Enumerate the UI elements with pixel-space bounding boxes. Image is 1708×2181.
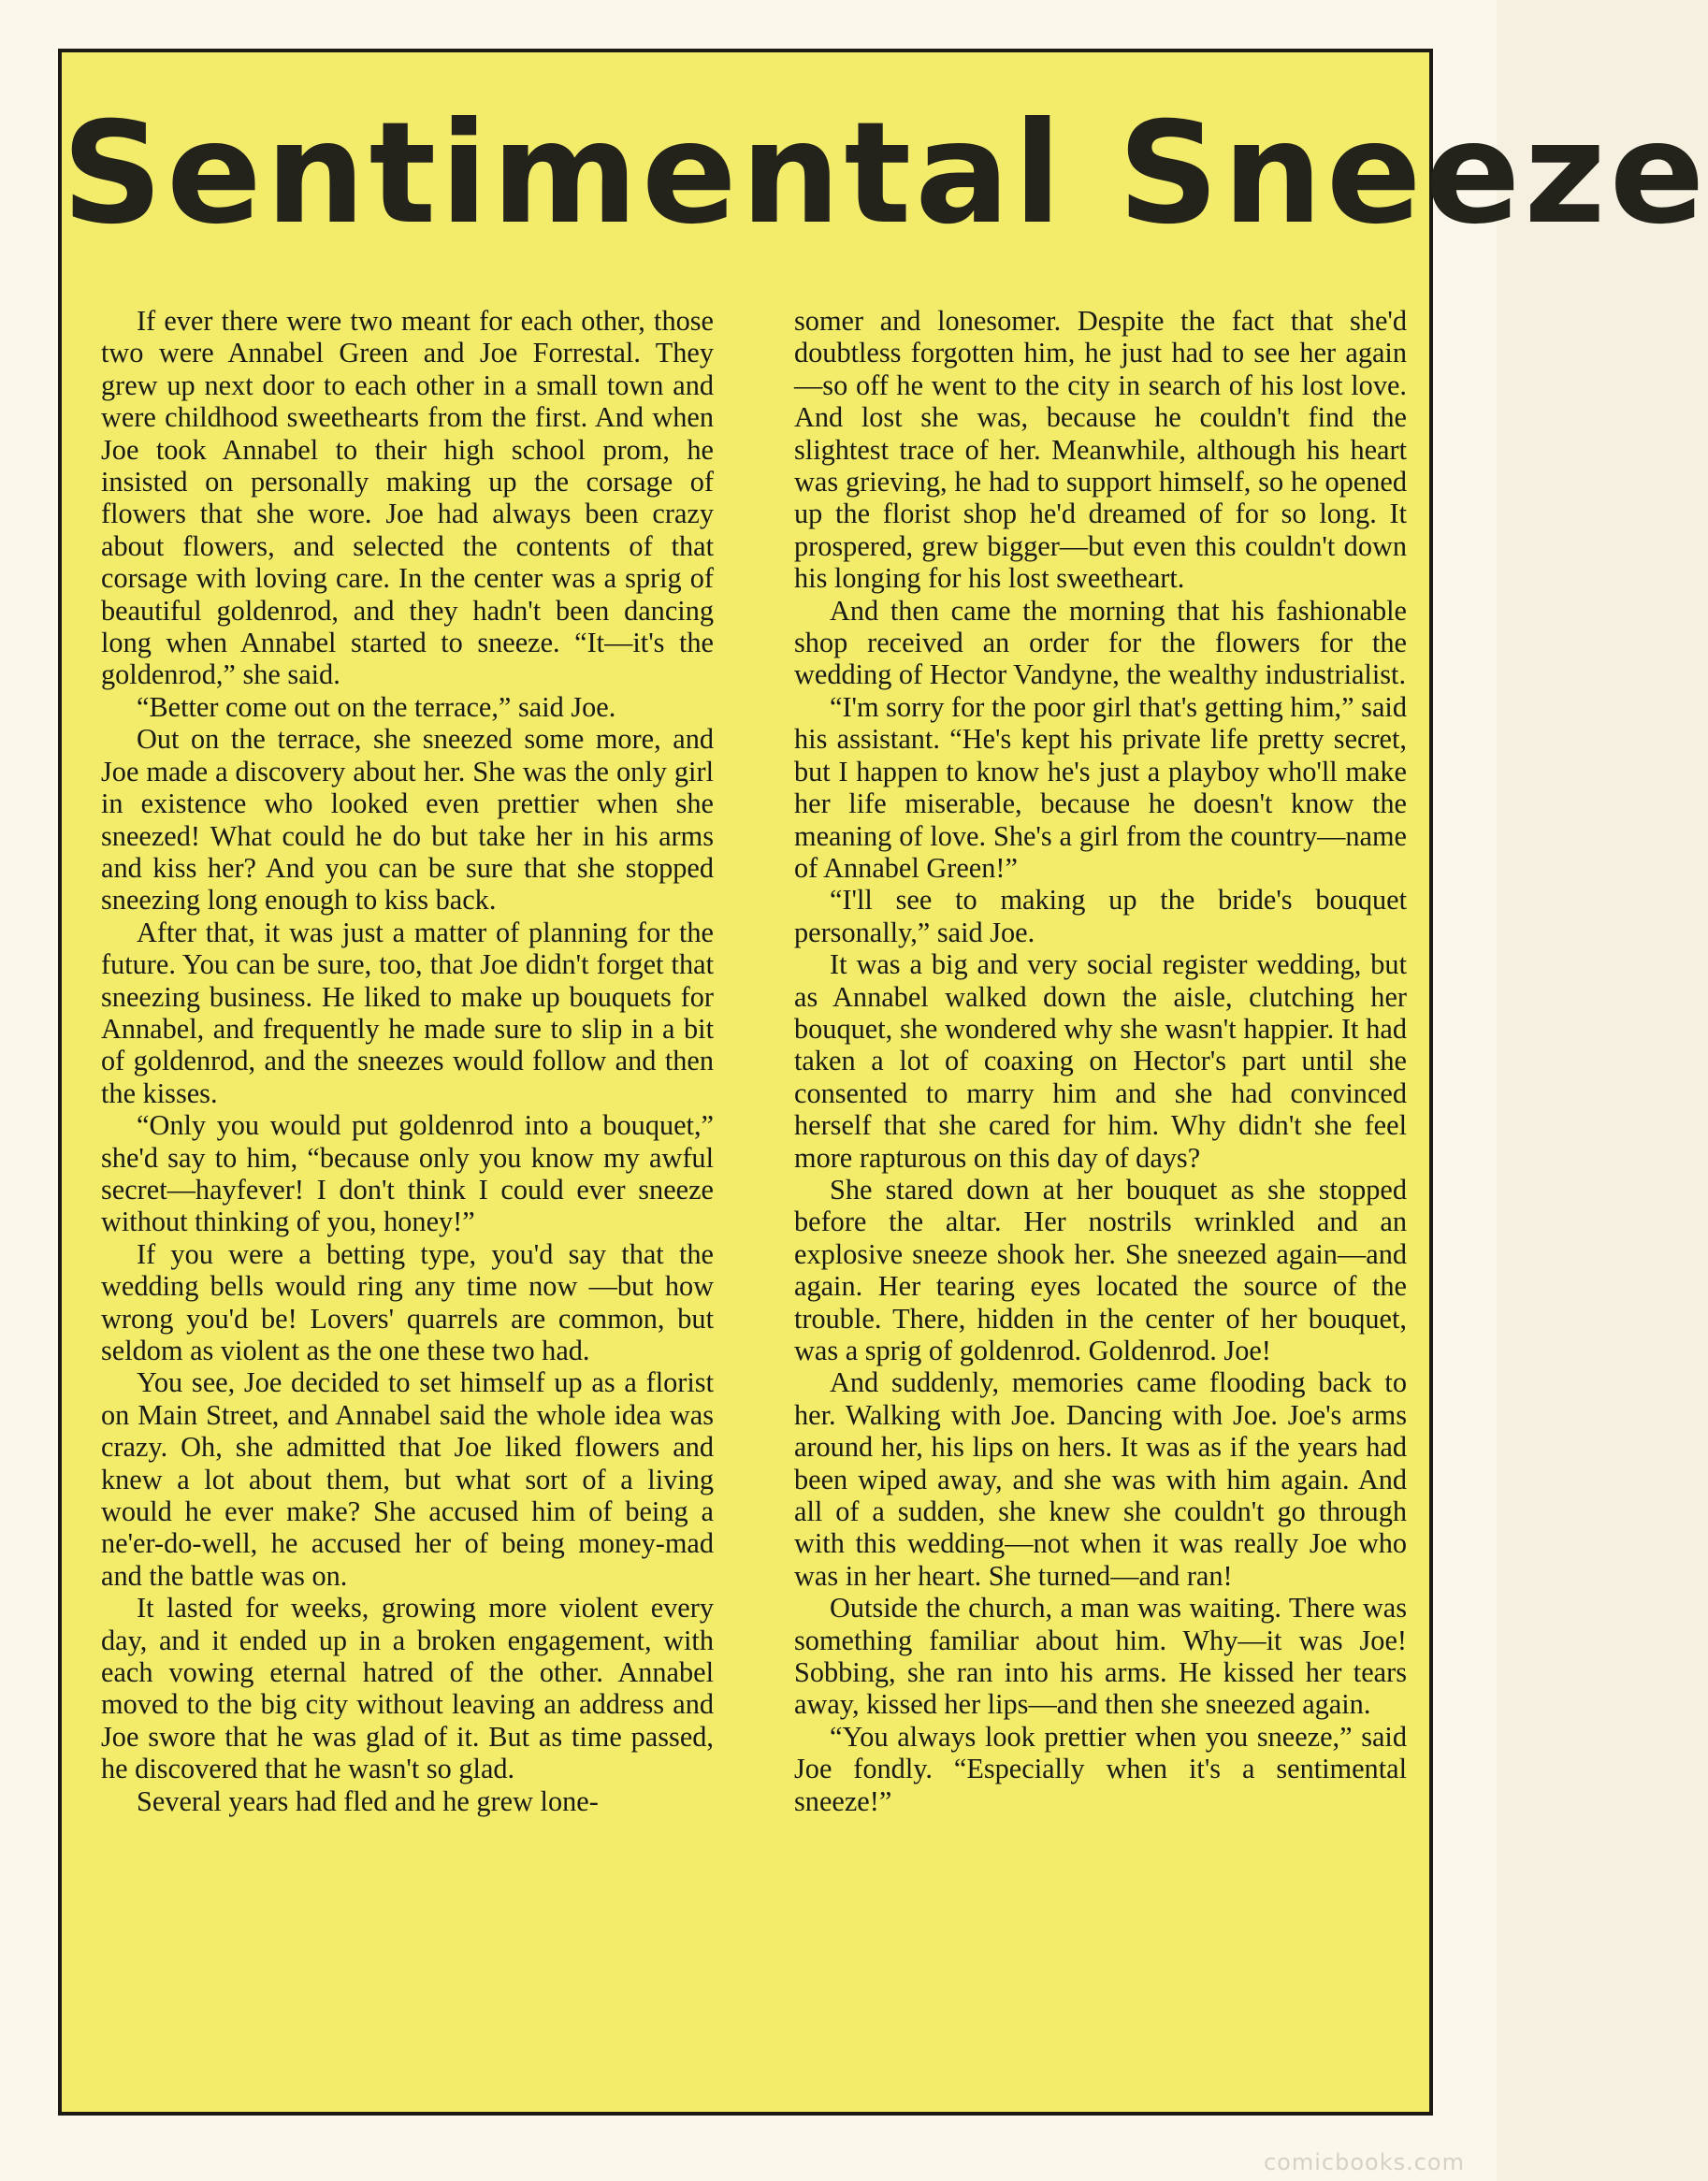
paragraph: “I'm sorry for the poor girl that's getting him,” said his assistant. “He's kept his private life pretty secret, but I happen to know he's just a playboy who'll make her life miserable, because he doesn't know the meaning of love. She's a girl from the country—name of Annabel Green!” [794,690,1407,884]
paragraph: You see, Joe decided to set himself up as a florist on Main Street, and Annabel said the whole idea was crazy. Oh, she admitted that Joe liked flowers and knew a lot about them, but what sort of a living would he ever make? She accused him of being a ne'er-do-well, he accused her of being money-mad and the battle was on. [101,1366,714,1592]
paragraph: It lasted for weeks, growing more violent every day, and it ended up in a broken engagement, with each vowing eternal hatred of the other. Annabel moved to the big city without leaving an address and Joe swore that he was glad of it. But as time passed, he discovered that he wasn't so glad. [101,1592,714,1785]
paragraph: After that, it was just a matter of planning for the future. You can be sure, too, that Joe didn't forget that sneezing business. He liked to make up bouquets for Annabel, and frequently he made sure to slip in a bit of goldenrod, and the sneezes would follow and then the kisses. [101,916,714,1109]
paragraph: Outside the church, a man was waiting. There was something familiar about him. Why—it was Joe! Sobbing, she ran into his arms. He kissed her tears away, kissed her lips—and then she sneezed again. [794,1592,1407,1721]
paragraph: She stared down at her bouquet as she stopped before the altar. Her nostrils wrinkled and an explosive sneeze shook her. She sneezed again—and again. Her tearing eyes located the source of the trouble. There, hidden in the center of her bouquet, was a sprig of goldenrod. Goldenrod. Joe! [794,1173,1407,1366]
story-panel [58,49,1708,2116]
right-column [794,305,1407,1817]
paragraph: “I'll see to making up the bride's bouquet personally,” said Joe. [794,884,1407,948]
story-title: Sentimental Sneeze [62,93,1708,255]
paragraph: Out on the terrace, she sneezed some more, and Joe made a discovery about her. She was the only girl in existence who looked even prettier when she sneezed! What could he do but take her in his arms and kiss her? And you can be sure that she stopped sneezing long enough to kiss back. [101,723,714,917]
paragraph: And then came the morning that his fashionable shop received an order for the flowers for the wedding of Hector Vandyne, the wealthy industrialist. [794,594,1407,691]
paragraph: somer and lonesomer. Despite the fact that she'd doubtless forgotten him, he just had to see her again—so off he went to the city in search of his lost love. And lost she was, because he couldn't find the slightest trace of her. Meanwhile, although his heart was grieving, he had to support himself, so he opened up the florist shop he'd dreamed of for so long. It prospered, grew bigger—but even this couldn't down his longing for his lost sweetheart. [794,305,1407,595]
paragraph: If ever there were two meant for each other, those two were Annabel Green and Joe Forrestal. They grew up next door to each other in a small town and were childhood sweethearts from the first. And when Joe took Annabel to their high school prom, he insisted on personally making up the corsage of flowers that she wore. Joe had always been crazy about flowers, and selected the contents of that corsage with loving care. In the center was a sprig of beautiful goldenrod, and they hadn't been dancing long when Annabel started to sneeze. “It—it's the goldenrod,” she said. [101,305,714,691]
paragraph: Several years had fled and he grew lone- [137,1784,599,1817]
watermark: comicbooks.com [1263,2149,1465,2175]
paragraph: If you were a betting type, you'd say that the wedding bells would ring any time now —but how wrong you'd be! Lovers' quarrels are common, but seldom as violent as the one these two had. [101,1237,714,1366]
left-column [101,305,714,1817]
paragraph: And suddenly, memories came flooding back to her. Walking with Joe. Dancing with Joe. Joe's arms around her, his lips on hers. It was as if the years had been wiped away, and she was with him again. And all of a sudden, she knew she couldn't go through with this wedding—not when it was really Joe who was in her heart. She turned—and ran! [794,1366,1407,1592]
paragraph: “Better come out on the terrace,” said Joe. [137,690,616,723]
paragraph: “You always look prettier when you sneeze,” said Joe fondly. “Especially when it's a sentimental sneeze!” [794,1720,1407,1817]
paragraph: It was a big and very social register wedding, but as Annabel walked down the aisle, clutching her bouquet, she wondered why she wasn't happier. It had taken a lot of coaxing on Hector's part until she consented to marry him and she had convinced herself that she cared for him. Why didn't she feel more rapturous on this day of days? [794,948,1407,1174]
paragraph: “Only you would put goldenrod into a bouquet,” she'd say to him, “because only you know my awful secret—hayfever! I don't think I could ever sneeze without thinking of you, honey!” [101,1109,714,1238]
